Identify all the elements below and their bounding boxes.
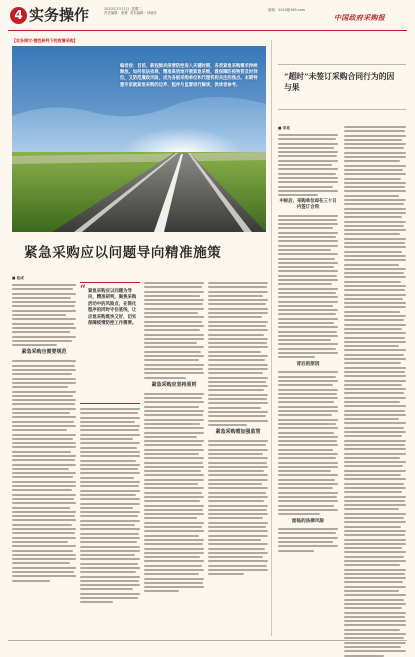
masthead-rule (8, 30, 407, 31)
sidebar-heading-2: 背后的原因 (296, 362, 320, 368)
column-divider (271, 40, 272, 636)
weekday-line: 星期二 (131, 7, 142, 11)
date-line: 2020年2月11日 (104, 7, 130, 11)
brand-logo: 中国政府采购报 (334, 13, 386, 22)
contact-line: 邮箱：2010@163.com (268, 8, 305, 12)
article-author: ■ 桂成 (12, 276, 24, 280)
sidebar-title-box (278, 64, 406, 110)
editors-note-label: 编者按： (120, 64, 138, 69)
editors-note-text: 目前，新冠肺炎疫情防控进入关键时期，各类紧急采购需求持续释放。如何依法依规、精准高效地开展紧急采购，既保障防疫物资及时到位，又防范廉政风险，成为各级采购单位和代理机构关注的焦点。本期特邀专家就紧急采购的边界、程序与监督进行解读，供读者参考。 (120, 64, 258, 88)
footer-rule (8, 640, 407, 641)
section-title: 实务操作 (29, 6, 90, 24)
masthead-meta (104, 7, 157, 16)
designer-line: 美术编辑：孙晓东 (129, 11, 158, 16)
sidebar-heading-1: 中标后，采购单位却在三十日内签订合同 (279, 199, 337, 211)
sidebar-column-2 (344, 126, 406, 634)
article-column-3 (144, 282, 204, 632)
sidebar-column-1 (278, 134, 338, 634)
feature-title: 紧急采购应以问题导向精准施策 (24, 245, 222, 261)
sidebar-title: “超时”未签订采购合同行为的因与果 (284, 72, 395, 92)
quote-mark-icon: “ (80, 284, 86, 295)
page-number-badge: 4 (10, 7, 27, 24)
feature-tag: 【实务探讨·理性研判下的疫情采购】 (12, 38, 78, 43)
article-column-1 (12, 284, 76, 632)
section-heading-3: 紧急采购需加强监管 (215, 429, 261, 436)
pull-quote-text: 紧急采购应以问题为导向，精准研判，聚焦采购活动中的风险点，在简化程序的同时守住底线，让应急采购既快又好，切实保障疫情防控工作需要。 (88, 289, 137, 327)
editor-line: 责任编辑：张维 (104, 11, 128, 16)
section-heading-2: 紧急采购应坚持原则 (151, 381, 197, 388)
sidebar-heading-3: 面临的法律风险 (291, 519, 325, 525)
editors-note (120, 64, 260, 156)
section-heading-1: 紧急采购也需要规范 (21, 349, 67, 356)
sidebar-author: ■ 李亮 (278, 126, 290, 130)
pull-quote-box (80, 282, 140, 404)
masthead (0, 0, 415, 36)
article-column-4 (208, 282, 268, 632)
article-column-2 (80, 408, 140, 632)
